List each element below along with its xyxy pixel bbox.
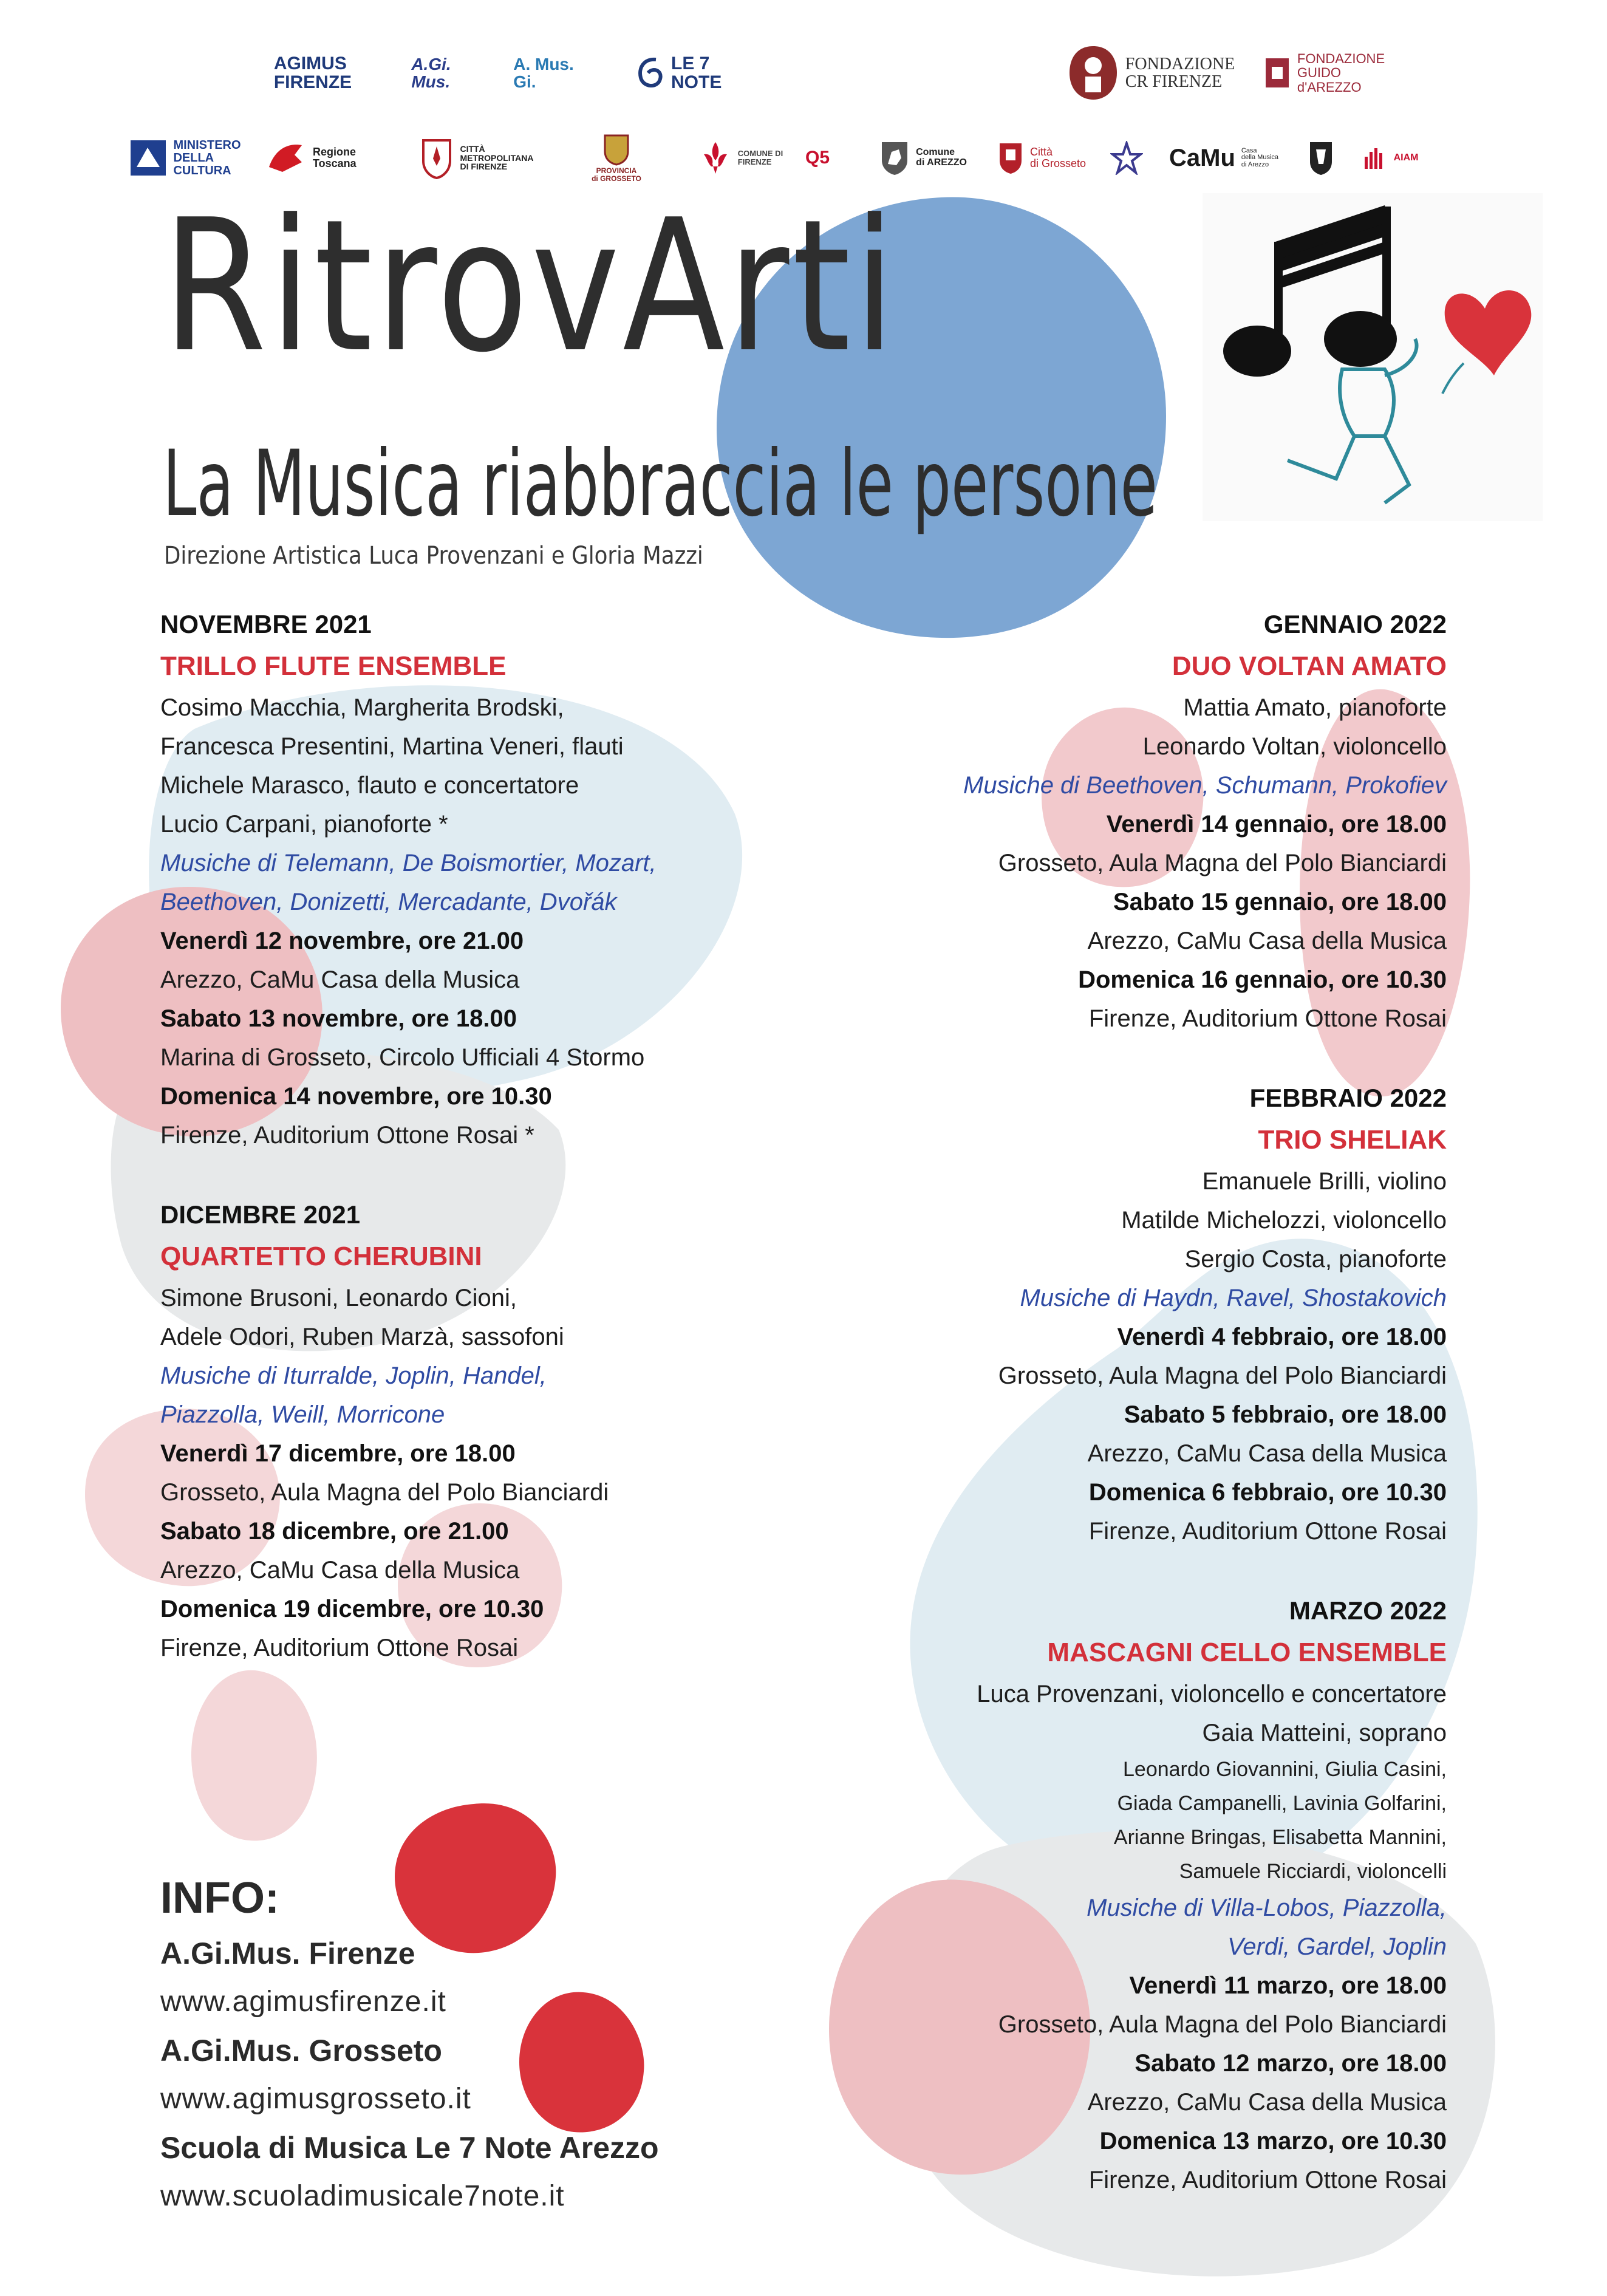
program-line: Musiche di Villa-Lobos, Piazzolla,	[1087, 1895, 1447, 1921]
program-line: Musiche di Iturralde, Joplin, Handel,	[160, 1362, 547, 1389]
info-org-agimus-firenze: A.Gi.Mus. Firenze	[160, 1936, 415, 1970]
concert-venue: Firenze, Auditorium Ottone Rosai	[1088, 1005, 1447, 1032]
pegaso-icon	[264, 137, 307, 179]
concert-date: Domenica 16 gennaio, ore 10.30	[1078, 966, 1447, 993]
citta-metropolitana-logo: CITTÀ METROPOLITANA DI FIRENZE	[410, 137, 544, 179]
provincia-crest-icon	[602, 133, 630, 166]
black-crest-icon	[1308, 140, 1334, 176]
performer-line: Adele Odori, Ruben Marzà, sassofoni	[160, 1324, 564, 1350]
performer-line: Leonardo Giovannini, Giulia Casini,	[1123, 1758, 1447, 1781]
ensemble-name: TRILLO FLUTE ENSEMBLE	[160, 651, 507, 681]
performer-line: Emanuele Brilli, violino	[1202, 1168, 1447, 1195]
provincia-grosseto-logo: PROVINCIA di GROSSETO	[580, 133, 653, 182]
info-title: INFO:	[160, 1874, 279, 1922]
info-link-le-7-note[interactable]: www.scuoladimusicale7note.it	[160, 2180, 565, 2212]
performer-line: Lucio Carpani, pianoforte *	[160, 811, 448, 838]
note-swirl-icon	[635, 55, 665, 91]
info-link-agimus-grosseto[interactable]: www.agimusgrosseto.it	[160, 2083, 471, 2115]
concert-date: Domenica 14 novembre, ore 10.30	[160, 1083, 552, 1110]
ensemble-name: QUARTETTO CHERUBINI	[160, 1242, 482, 1271]
performer-line: Luca Provenzani, violoncello e concertatore	[977, 1681, 1447, 1707]
performer-line: Arianne Bringas, Elisabetta Mannini,	[1113, 1826, 1447, 1849]
concert-date: Venerdì 14 gennaio, ore 18.00	[1106, 811, 1447, 838]
left-column	[160, 604, 841, 1707]
comune-firenze-logo: COMUNE DI FIRENZE	[689, 140, 793, 176]
lily-shield-icon	[420, 137, 454, 179]
concert-date: Venerdì 4 febbraio, ore 18.00	[1117, 1324, 1447, 1350]
sponsor-logos-top	[240, 36, 1385, 109]
crest-logo	[1303, 140, 1339, 176]
concert-venue: Grosseto, Aula Magna del Polo Bianciardi	[160, 1479, 609, 1506]
concert-month: GENNAIO 2022	[1263, 610, 1447, 638]
program-line: Piazzolla, Weill, Morricone	[160, 1401, 445, 1428]
star-logo	[1108, 141, 1145, 175]
info-link-agimus-firenze[interactable]: www.agimusfirenze.it	[160, 1986, 446, 2018]
poster-subtitle: La Musica riabbraccia le persone	[163, 431, 1158, 537]
quartiere-5-logo: Q5	[805, 148, 830, 168]
concert-date: Venerdì 11 marzo, ore 18.00	[1129, 1972, 1447, 1999]
concert-venue: Arezzo, CaMu Casa della Musica	[1087, 1440, 1447, 1467]
poster-title: RitrovArti	[163, 180, 898, 392]
performer-line: Simone Brusoni, Leonardo Cioni,	[160, 1285, 517, 1311]
concert-date: Sabato 18 dicembre, ore 21.00	[160, 1518, 509, 1545]
fondazione-cr-firenze-logo: FONDAZIONE CR FIRENZE	[1060, 44, 1242, 102]
concert-venue: Marina di Grosseto, Circolo Ufficiali 4 Stormo	[160, 1044, 645, 1071]
program-line: Musiche di Haydn, Ravel, Shostakovich	[1020, 1285, 1447, 1311]
sponsor-logos-bottom	[118, 125, 1418, 191]
right-column	[766, 604, 1447, 2240]
concert-venue: Arezzo, CaMu Casa della Musica	[1087, 928, 1447, 954]
music-note-figure-with-heart-icon	[1203, 193, 1543, 521]
star-person-icon	[1110, 141, 1143, 175]
concert-month: FEBBRAIO 2022	[1249, 1084, 1447, 1112]
program-line: Verdi, Gardel, Joplin	[1227, 1933, 1447, 1960]
regione-toscana-logo: Regione Toscana	[264, 137, 392, 179]
comune-arezzo-logo: Comune di AREZZO	[872, 140, 975, 176]
performer-line: Samuele Ricciardi, violoncelli	[1179, 1860, 1447, 1883]
fleur-de-lis-icon	[699, 140, 732, 176]
performer-line: Francesca Presentini, Martina Veneri, flauti	[160, 733, 624, 760]
concert-date: Domenica 13 marzo, ore 10.30	[1099, 2128, 1447, 2154]
program-line: Musiche di Beethoven, Schumann, Prokofiev	[963, 772, 1447, 799]
concert-venue: Firenze, Auditorium Ottone Rosai	[1088, 2167, 1447, 2193]
agimus-firenze-logo: AGIMUS FIRENZE	[273, 53, 352, 92]
concert-venue: Arezzo, CaMu Casa della Musica	[160, 1557, 520, 1584]
concert-date: Venerdì 12 novembre, ore 21.00	[160, 928, 524, 954]
concert-block	[160, 604, 841, 1155]
concert-venue: Grosseto, Aula Magna del Polo Bianciardi	[998, 1362, 1447, 1389]
citta-grosseto-logo: Città di Grosseto	[993, 141, 1090, 175]
concert-month: DICEMBRE 2021	[160, 1200, 361, 1229]
concert-venue: Arezzo, CaMu Casa della Musica	[160, 966, 520, 993]
concert-venue: Firenze, Auditorium Ottone Rosai *	[160, 1122, 534, 1149]
program-line: Beethoven, Donizetti, Mercadante, Dvořák	[160, 889, 617, 915]
le-7-note-logo: LE 7 NOTE	[635, 54, 744, 92]
concert-date: Domenica 19 dicembre, ore 10.30	[160, 1596, 544, 1622]
artistic-direction: Direzione Artistica Luca Provenzani e Gloria Mazzi	[164, 542, 703, 570]
concert-block	[766, 1591, 1447, 2199]
performer-line: Gaia Matteini, soprano	[1202, 1720, 1447, 1746]
info-org-le-7-note: Scuola di Musica Le 7 Note Arezzo	[160, 2131, 659, 2165]
ensemble-name: DUO VOLTAN AMATO	[1172, 651, 1447, 681]
performer-line: Cosimo Macchia, Margherita Brodski,	[160, 694, 564, 721]
concert-date: Domenica 6 febbraio, ore 10.30	[1088, 1479, 1447, 1506]
camu-logo: CaMu Casa della Musica di Arezzo	[1169, 145, 1279, 171]
guido-emblem-icon	[1263, 55, 1291, 91]
performer-line: Mattia Amato, pianoforte	[1183, 694, 1447, 721]
concert-date: Sabato 12 marzo, ore 18.00	[1134, 2050, 1447, 2077]
agimus-grosseto-logo: A.Gi. Mus.	[411, 54, 451, 91]
concert-block	[766, 1078, 1447, 1551]
concert-venue: Grosseto, Aula Magna del Polo Bianciardi	[998, 2011, 1447, 2038]
concert-venue: Arezzo, CaMu Casa della Musica	[1087, 2089, 1447, 2116]
cr-firenze-emblem-icon	[1067, 44, 1119, 102]
grosseto-crest-icon	[997, 141, 1024, 175]
aiam-bars-icon	[1363, 146, 1388, 170]
agimus-association-logo: A. Mus. Gi.	[513, 54, 574, 91]
concert-date: Sabato 15 gennaio, ore 18.00	[1113, 889, 1447, 915]
concert-block	[160, 1195, 841, 1667]
concert-month: NOVEMBRE 2021	[160, 610, 372, 638]
mic-emblem-icon	[129, 139, 167, 177]
info-block	[160, 1871, 659, 2221]
concert-venue: Firenze, Auditorium Ottone Rosai	[1088, 1518, 1447, 1545]
concert-date: Sabato 13 novembre, ore 18.00	[160, 1005, 517, 1032]
performer-line: Matilde Michelozzi, violoncello	[1121, 1207, 1447, 1234]
arezzo-horse-icon	[879, 140, 910, 176]
fondazione-guido-arezzo-logo: FONDAZIONE GUIDO d'AREZZO	[1266, 52, 1382, 94]
performer-line: Leonardo Voltan, violoncello	[1142, 733, 1447, 760]
concert-block	[766, 604, 1447, 1038]
casa-musica-logo: Casa della Musica di Arezzo	[1241, 146, 1279, 168]
performer-line: Giada Campanelli, Lavinia Golfarini,	[1117, 1792, 1447, 1815]
program-line: Musiche di Telemann, De Boismortier, Mozart,	[160, 850, 657, 876]
concert-date: Venerdì 17 dicembre, ore 18.00	[160, 1440, 516, 1467]
info-org-agimus-grosseto: A.Gi.Mus. Grosseto	[160, 2034, 442, 2068]
concert-date: Sabato 5 febbraio, ore 18.00	[1124, 1401, 1447, 1428]
ministero-cultura-logo: MINISTERO DELLA CULTURA	[118, 139, 252, 177]
performer-line: Sergio Costa, pianoforte	[1184, 1246, 1447, 1273]
ensemble-name: MASCAGNI CELLO ENSEMBLE	[1047, 1638, 1447, 1667]
concert-venue: Grosseto, Aula Magna del Polo Bianciardi	[998, 850, 1447, 876]
aiam-logo: AIAM	[1363, 146, 1418, 170]
performer-line: Michele Marasco, flauto e concertatore	[160, 772, 579, 799]
concert-venue: Firenze, Auditorium Ottone Rosai	[160, 1635, 519, 1661]
concert-month: MARZO 2022	[1289, 1596, 1447, 1625]
ensemble-name: TRIO SHELIAK	[1258, 1125, 1447, 1155]
